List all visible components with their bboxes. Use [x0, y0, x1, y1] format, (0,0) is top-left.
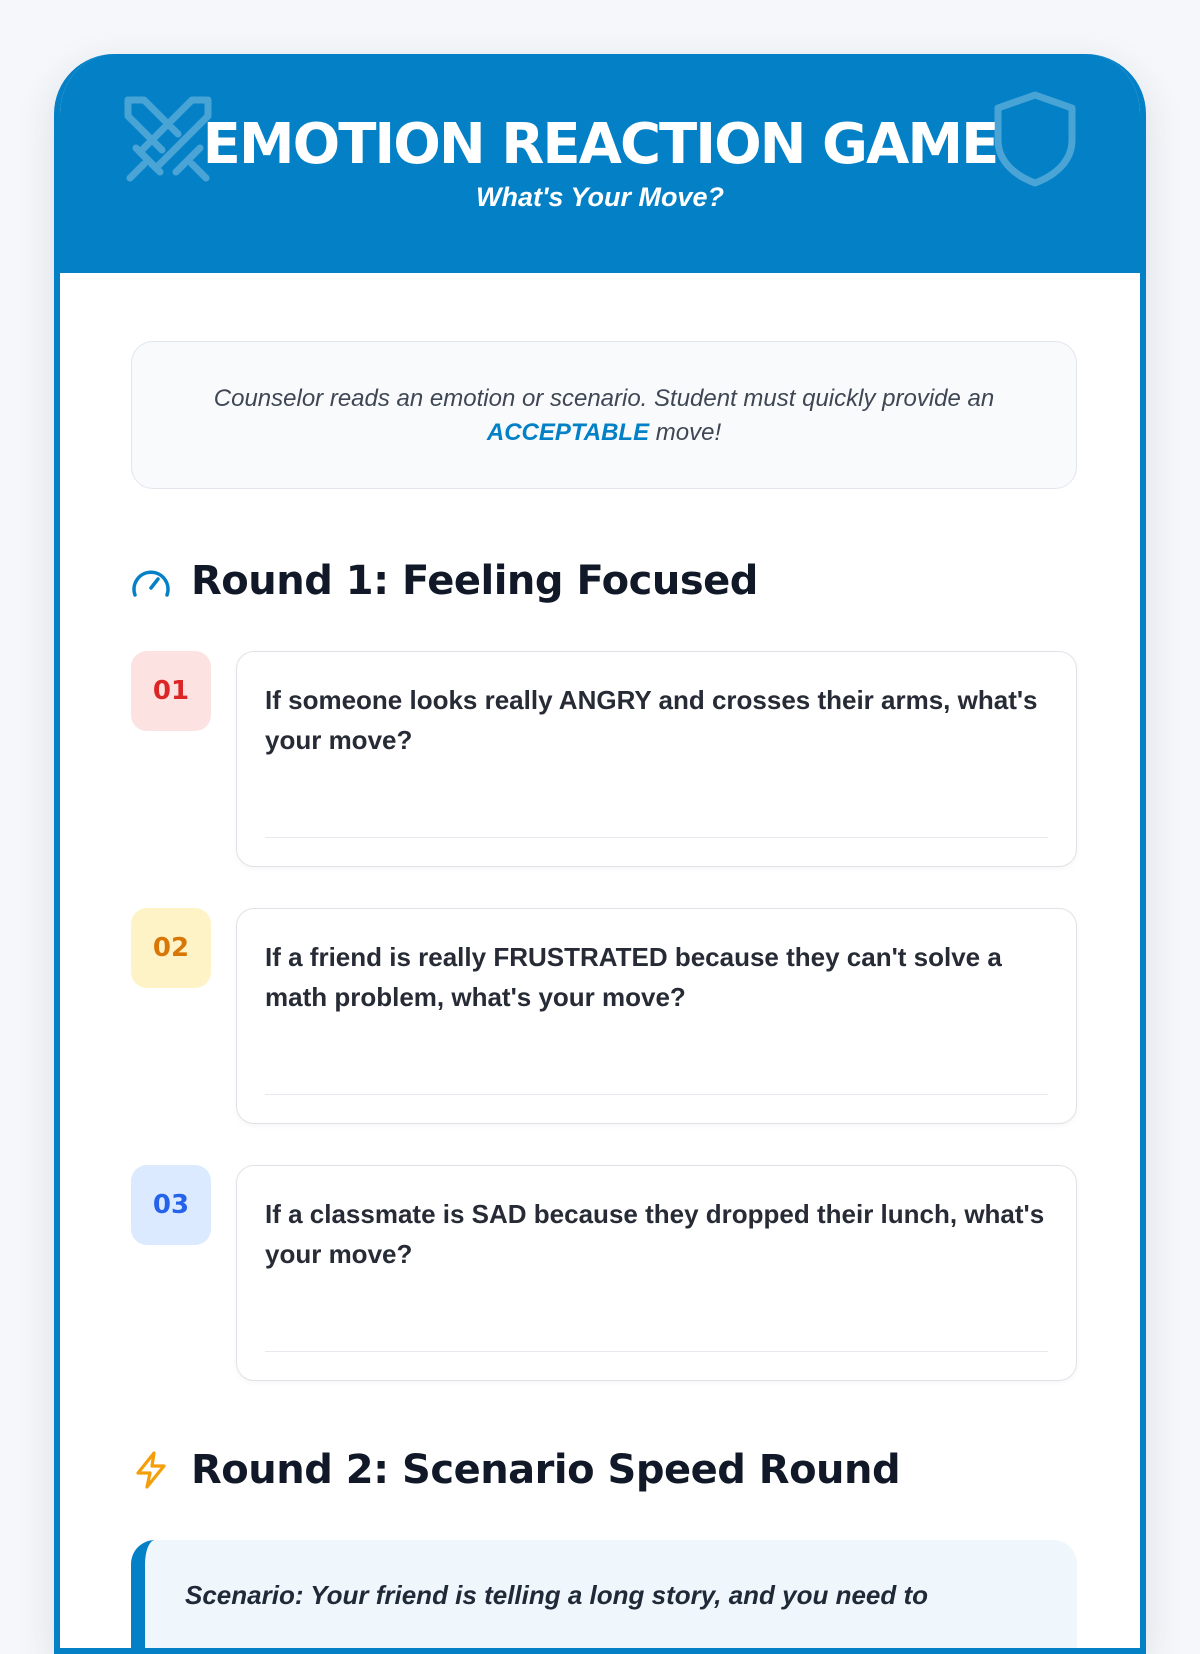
question-card: [236, 908, 1077, 1124]
question-card: [236, 651, 1077, 867]
lightning-icon: [131, 1450, 171, 1490]
answer-line[interactable]: [265, 1094, 1048, 1095]
question-text: If a classmate is SAD because they dropped their lunch, what's your move?: [265, 1199, 1045, 1269]
instructions-text-end: move!: [655, 419, 722, 446]
instructions-box: [131, 341, 1077, 489]
question-text: If someone looks really ANGRY and crosses their arms, what's your move?: [265, 685, 1038, 755]
round-1-heading: [131, 558, 758, 604]
scenario-box: [131, 1540, 1077, 1654]
header-banner: [60, 54, 1140, 273]
answer-line[interactable]: [265, 1351, 1048, 1352]
answer-line[interactable]: [265, 837, 1048, 838]
shield-icon: [992, 90, 1078, 188]
question-number-badge: 03: [131, 1165, 211, 1245]
round-2-heading: [131, 1447, 900, 1493]
round-2-title: Round 2: Scenario Speed Round: [191, 1447, 901, 1493]
instructions-highlight: ACCEPTABLE: [486, 419, 650, 446]
gauge-icon: [131, 561, 171, 601]
question-card: [236, 1165, 1077, 1381]
question-text: If a friend is really FRUSTRATED because they can't solve a math problem, what's your move?: [265, 942, 1002, 1012]
question-number-badge: 01: [131, 651, 211, 731]
page-title: EMOTION REACTION GAME: [202, 112, 998, 177]
instructions-text: Counselor reads an emotion or scenario. Student must quickly provide an: [213, 385, 995, 412]
game-card: [54, 54, 1146, 1654]
question-number-badge: 02: [131, 908, 211, 988]
round-1-title: Round 1: Feeling Focused: [191, 558, 758, 604]
page-subtitle: What's Your Move?: [476, 182, 724, 212]
scenario-text: Scenario: Your friend is telling a long story, and you need to: [185, 1580, 929, 1610]
